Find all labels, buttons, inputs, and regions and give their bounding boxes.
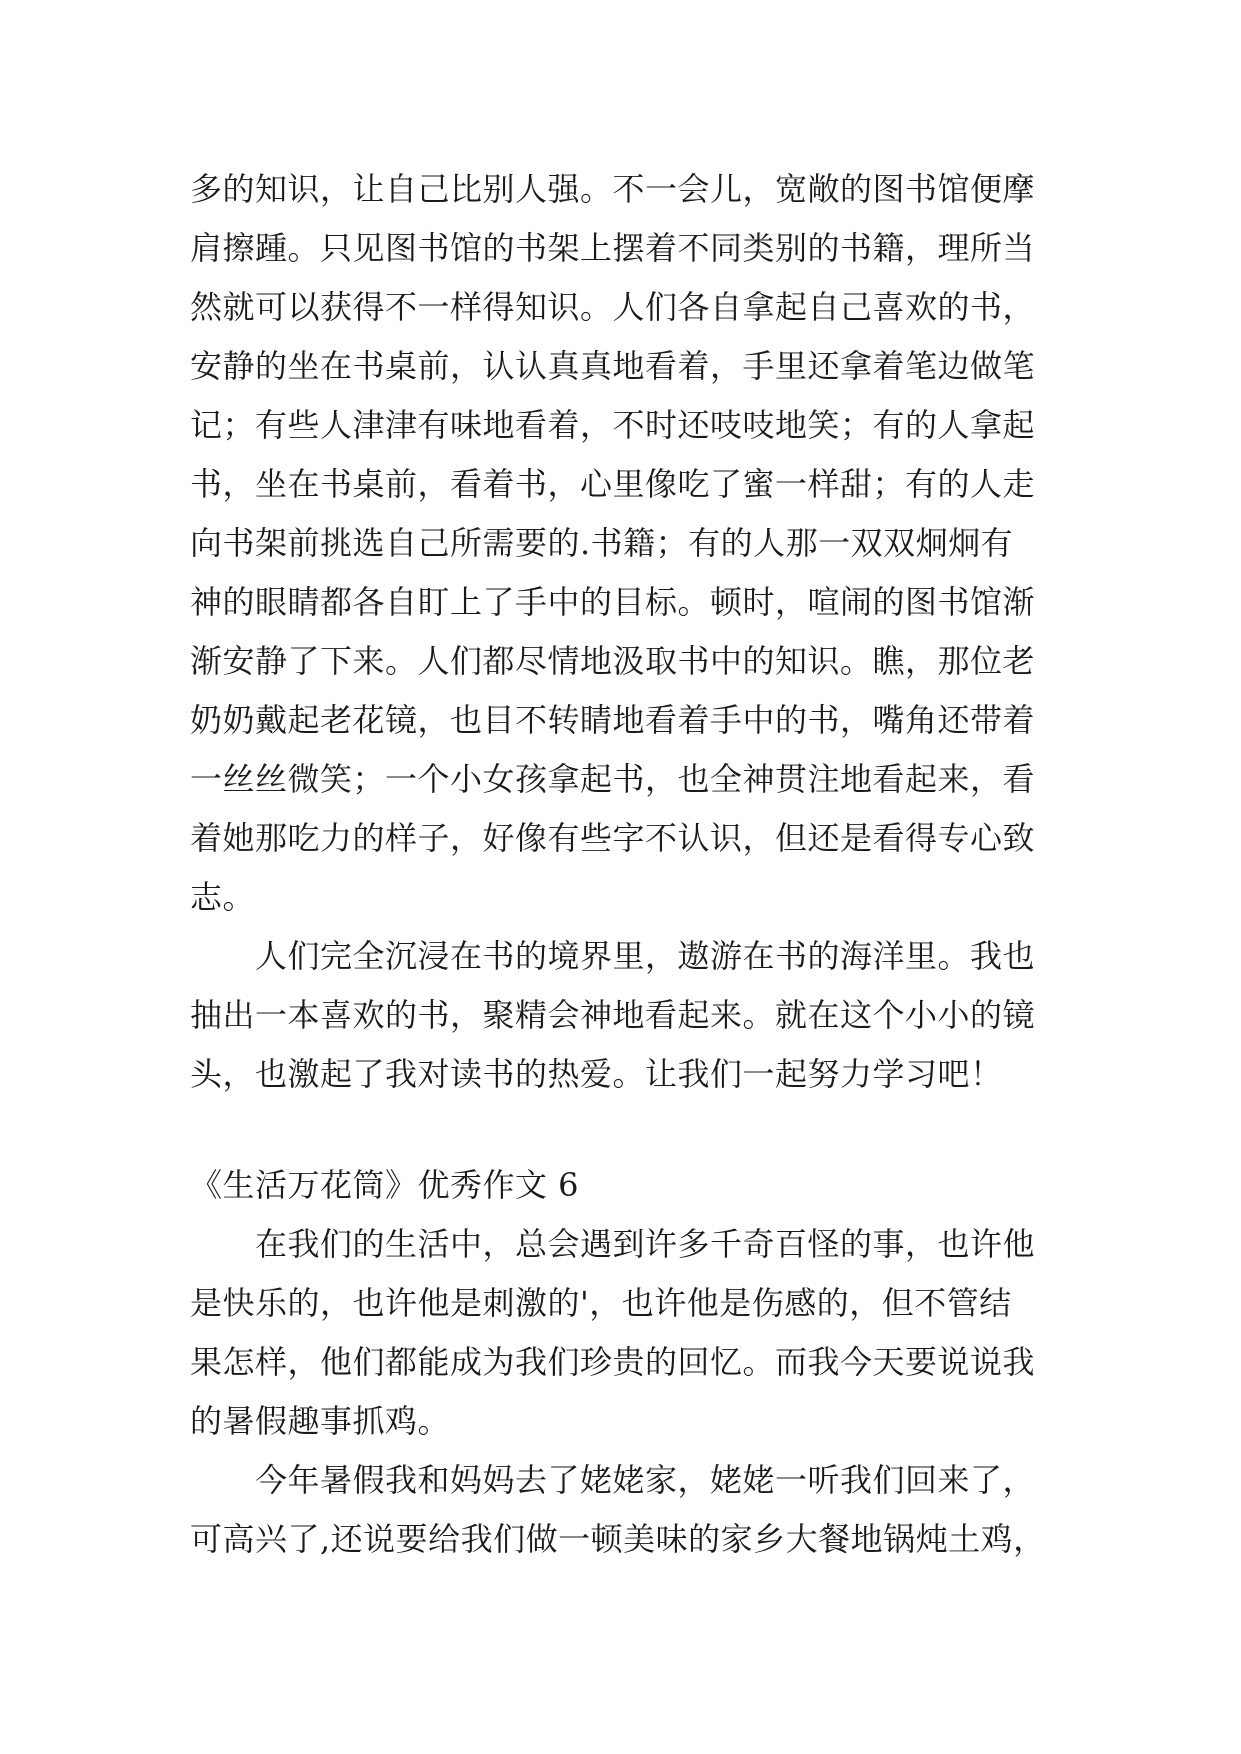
- text-line: 奶奶戴起老花镜，也目不转睛地看着手中的书，嘴角还带着: [190, 701, 1036, 739]
- text-line: 肩擦踵。只见图书馆的书架上摆着不同类别的书籍，理所当: [190, 229, 1036, 267]
- document-body: [190, 160, 1070, 1569]
- text-line: 一丝丝微笑；一个小女孩拿起书，也全神贯注地看起来，看: [190, 760, 1036, 798]
- text-line: 的暑假趣事抓鸡。: [190, 1402, 451, 1440]
- text-line: 志。: [190, 878, 256, 916]
- paragraph-summer: [190, 1451, 1070, 1569]
- text-line: 书，坐在书桌前，看着书，心里像吃了蜜一样甜；有的人走: [190, 465, 1036, 503]
- text-line: 抽出一本喜欢的书，聚精会神地看起来。就在这个小小的镜: [190, 996, 1036, 1034]
- paragraph-library: [190, 160, 1070, 927]
- text-line: 神的眼睛都各自盯上了手中的目标。顿时，喧闹的图书馆渐: [190, 583, 1036, 621]
- text-line: 安静的坐在书桌前，认认真真地看着，手里还拿着笔边做笔: [190, 347, 1036, 385]
- essay-heading: 《生活万花筒》优秀作文 6: [190, 1166, 580, 1204]
- text-line: 今年暑假我和妈妈去了姥姥家，姥姥一听我们回来了，: [190, 1461, 1036, 1499]
- paragraph-intro: [190, 1215, 1070, 1451]
- text-line: 头，也激起了我对读书的热爱。让我们一起努力学习吧！: [190, 1055, 1003, 1093]
- paragraph-immersion: [190, 927, 1070, 1104]
- text-line: 着她那吃力的样子，好像有些字不认识，但还是看得专心致: [190, 819, 1036, 857]
- text-line: 然就可以获得不一样得知识。人们各自拿起自己喜欢的书，: [190, 288, 1036, 326]
- text-line: 人们完全沉浸在书的境界里，遨游在书的海洋里。我也: [190, 937, 1036, 975]
- text-line: 果怎样，他们都能成为我们珍贵的回忆。而我今天要说说我: [190, 1343, 1036, 1381]
- text-line: 在我们的生活中，总会遇到许多千奇百怪的事，也许他: [190, 1225, 1036, 1263]
- text-line: 多的知识，让自己比别人强。不一会儿，宽敞的图书馆便摩: [190, 170, 1036, 208]
- text-line: 记；有些人津津有味地看着，不时还吱吱地笑；有的人拿起: [190, 406, 1036, 444]
- text-line: 向书架前挑选自己所需要的.书籍；有的人那一双双炯炯有: [190, 524, 1014, 562]
- section-spacer: [190, 1104, 1070, 1156]
- text-line: 是快乐的，也许他是刺激的'，也许他是伤感的，但不管结: [190, 1284, 1012, 1322]
- text-line: 渐安静了下来。人们都尽情地汲取书中的知识。瞧，那位老: [190, 642, 1036, 680]
- text-line: 可高兴了,还说要给我们做一顿美味的家乡大餐地锅炖土鸡，: [190, 1520, 1046, 1558]
